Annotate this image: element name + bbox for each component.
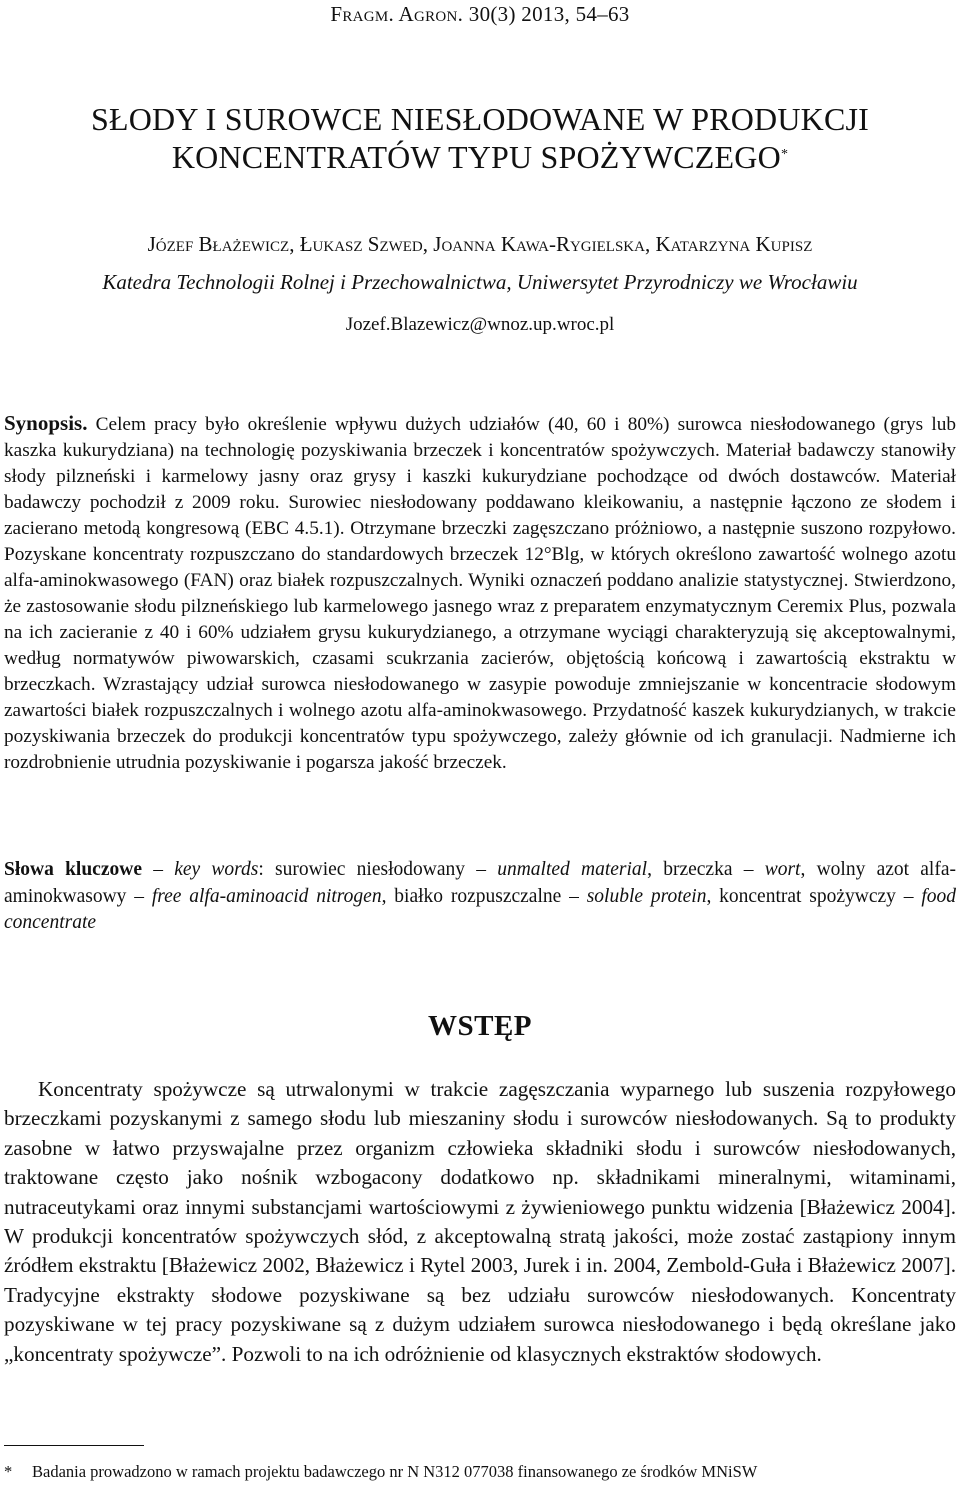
keyword-translation: unmalted material [497, 859, 648, 880]
article-title-text: SŁODY I SUROWCE NIESŁODOWANE W PRODUKCJI KONCENTRATÓW TYPU SPOŻYWCZEGO [90, 101, 870, 175]
introduction-paragraph: Koncentraty spożywcze są utrwalonymi w trakcie zagęszczania wyparnego lub suszenia rozpyłowego brzeczkami pozyskanymi z samego słodu lub mieszaniny słodu i surowców niesłodowanych. Są to produkty zasobne w łatwo przyswajalne przez organizm człowieka składniki słodu i surowców niesłodowanych, traktowane często jako nośnik wzbogacony dodatkowo np. składnikami mineralnymi, witaminami, nutraceutykami oraz innymi substancjami wartościowymi z żywieniowego punktu widzenia [Błażewicz 2004]. W produkcji koncentratów spożywczych słód, z akceptowalną stratą jakości, może zostać zastąpiony innym źródłem ekstraktu [Błażewicz 2002, Błażewicz i Rytel 2003, Jurek i in. 2004, Zembold-Guła i Błażewicz 2007]. Tradycyjne ekstrakty słodowe pozyskiwane są bez udziału surowców niesłodowanych. Koncentraty pozyskiwane w tej pracy pozyskiwane są z dużym udziałem surowca niesłodowanego i będą określane jako „koncentraty spożywcze”. Pozwoli to na ich odróżnienie od klasycznych ekstraktów słodowych. [4, 1077, 956, 1366]
keywords-label: Słowa kluczowe [4, 859, 142, 880]
keyword-translation: free alfa-aminoacid nitrogen [151, 885, 382, 907]
article-title [40, 100, 920, 176]
abstract-text: Celem pracy było określenie wpływu dużych udziałów (40, 60 i 80%) surowca niesłodowanego (grys lub kaszka kukurydziana) na technologię pozyskiwania brzeczek i koncentratów spożywczych. Materiał badawczy stanowiły słody pilzneński i karmelowy jasny oraz grysy i kaszki kukurydziane pochodzące od dwóch dostawców. Materiał badawczy pochodził z 2009 roku. Surowiec niesłodowany poddawano kleikowaniu, a następnie łączono ze słodem i zacierano metodą kongresową (EBC 4.5.1). Otrzymane brzeczki zagęszczano próżniowo, a następnie suszono rozpyłowo. Pozyskane koncentraty rozpuszczano do standardowych brzeczek 12°Blg, w których określono zawartość wolnego azotu alfa-aminokwasowego (FAN) oraz białek rozpuszczalnych. Wyniki oznaczeń poddano analizie statystycznej. Stwierdzono, że zastosowanie słodu pilzneńskiego lub karmelowego jasnego wraz z preparatem enzymatycznym Ceremix Plus, pozwala na ich zacieranie z 40 i 60% udziałem grysu kukurydzianego, a otrzymane wyciągi charakteryzują się akceptowalnymi, według normatywów piwowarskich, czasami scukrzania zacierów, objętością końcową i zawartością ekstraktu w brzeczkach. Wzrastający udział surowca niesłodowanego w zasypie powoduje zmniejszanie w koncentracie słodowym zawartości białek rozpuszczalnych i wolnego azotu alfa-aminokwasowego. Przydatność kaszek kukurydzianych, w trakcie pozyskiwania brzeczek do produkcji koncentratów typu spożywczego, zależy głównie od ich granulacji. Nadmierne ich rozdrobnienie utrudnia pozyskiwanie i pogarsza jakość brzeczek. [4, 414, 956, 773]
keyword: białko rozpuszczalne [394, 885, 562, 907]
journal-reference: Fragm. Agron. 30(3) 2013, 54–63 [330, 2, 630, 26]
footnote-text: Badania prowadzono w ramach projektu badawczego nr N N312 077038 finansowanego ze środków MNiSW [32, 1462, 758, 1481]
keyword-translation: wort [764, 859, 801, 880]
keyword-dash: – [895, 885, 922, 907]
footnote [4, 1462, 956, 1482]
title-footnote-mark: * [780, 147, 789, 162]
keyword-comma: , [800, 859, 817, 880]
keyword-comma: , [706, 885, 720, 907]
footnote-mark: * [4, 1462, 13, 1481]
contact-email: Jozef.Blazewicz@wnoz.up.wroc.pl [345, 314, 615, 335]
keyword-comma: , [381, 885, 395, 907]
keywords-label-en: key words [174, 859, 259, 880]
keyword: wolny azot alfa-aminokwasowy [4, 859, 956, 907]
keyword-dash: – [464, 859, 498, 880]
keyword: brzeczka [663, 859, 733, 880]
keyword: surowiec niesłodowany [275, 859, 465, 880]
abstract [4, 410, 956, 776]
keyword: koncentrat spożywczy [719, 885, 896, 907]
section-heading: WSTĘP [427, 1010, 533, 1042]
keywords [4, 857, 956, 937]
keyword-dash: – [561, 885, 587, 907]
keywords-separator: : [258, 859, 276, 880]
keyword-translation: soluble protein [586, 885, 707, 907]
keyword-comma: , [647, 859, 664, 880]
footnote-divider [4, 1445, 144, 1446]
keyword-dash: – [126, 885, 152, 907]
author-list: Józef Błażewicz, Łukasz Szwed, Joanna Kawa-Rygielska, Katarzyna Kupisz [147, 232, 813, 256]
abstract-label: Synopsis. [4, 411, 88, 435]
affiliation: Katedra Technologii Rolnej i Przechowalnictwa, Uniwersytet Przyrodniczy we Wrocławiu [102, 270, 858, 294]
keyword-translation: food concentrate [4, 885, 956, 933]
keyword-dash: – [732, 859, 765, 880]
keywords-separator: – [141, 859, 175, 880]
